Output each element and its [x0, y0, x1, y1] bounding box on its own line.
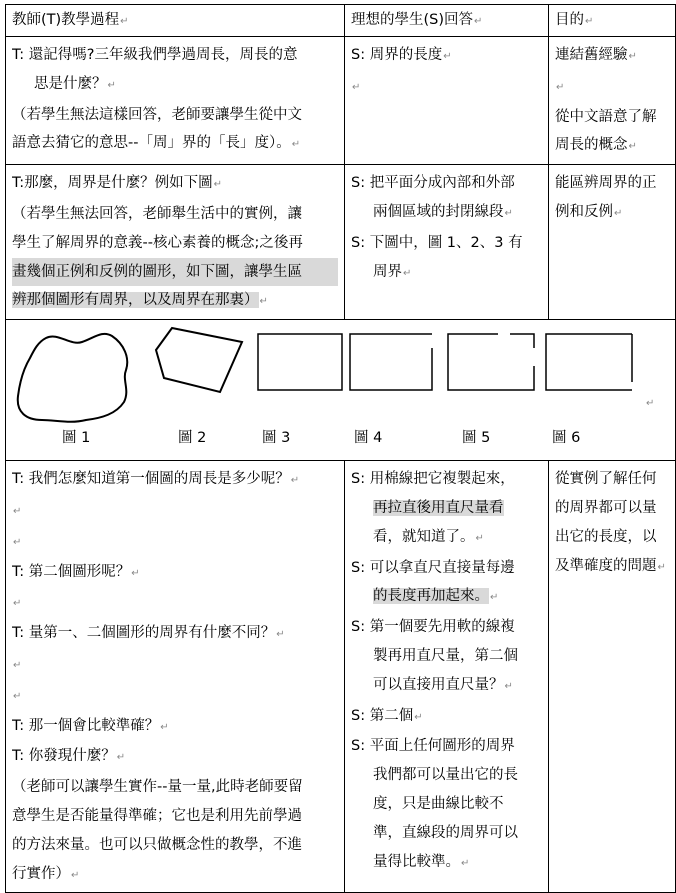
text-line: T: 量第一、二個圖形的周界有什麼不同？↵	[12, 625, 285, 642]
text-line: 語意去猜它的意思--「周」界的「長」度）。↵	[12, 135, 301, 152]
lesson-table	[5, 4, 676, 893]
text-line: 準，直線段的周界可以	[373, 824, 518, 841]
text-line: （若學生無法回答，老師舉生活中的實例，讓	[12, 205, 302, 222]
row3-teacher	[6, 461, 345, 893]
text-line: 行實作）↵	[12, 865, 80, 882]
figure-5-open-rectangle-right	[510, 334, 534, 348]
text-line: 再拉直後用直尺量看	[373, 499, 504, 516]
text-line: 思是什麼？↵	[34, 75, 116, 92]
row2-goal	[549, 165, 676, 320]
header-teacher: 教師(T)教學過程↵	[6, 5, 345, 37]
lesson-plan-document	[5, 4, 675, 882]
text-line: （老師可以讓學生實作--量一量,此時老師要留	[12, 779, 303, 796]
row3-student	[345, 461, 549, 893]
text-line: 畫幾個正例和反例的圖形，如下圖，讓學生區	[12, 258, 338, 287]
text-line: ↵	[13, 598, 22, 610]
figure-1-closed-curve	[18, 334, 127, 422]
row-2	[6, 165, 676, 320]
text-line: 周界↵	[373, 263, 412, 280]
text-line: 從實例了解任何	[555, 471, 657, 488]
figures-row	[6, 320, 676, 461]
row-3	[6, 461, 676, 893]
text-line: S: 周界的長度↵	[351, 47, 452, 63]
row1-teacher	[6, 37, 345, 165]
text-line: 連結舊經驗↵	[555, 47, 637, 63]
text-line: 辨那個圖形有周界，以及周界在那裏）↵	[12, 292, 268, 309]
text-line: 及準確度的問題↵	[555, 557, 666, 574]
text-line: ↵	[352, 81, 361, 93]
text-line: ↵	[13, 536, 22, 548]
text-line: （若學生無法這樣回答，老師要讓學生從中文	[12, 106, 302, 123]
text-line: 製再用直尺量，第二個	[373, 647, 518, 664]
text-line: 的方法來量。也可以只做概念性的教學，不進	[12, 836, 302, 853]
header-row	[6, 5, 676, 37]
header-student: 理想的學生(S)回答↵	[345, 5, 549, 37]
text-line: 從中文語意了解	[555, 108, 657, 125]
text-line: S: 第一個要先用軟的線複	[351, 619, 515, 636]
text-line: 的周界都可以量	[555, 499, 657, 516]
text-line: 例和反例↵	[555, 203, 623, 220]
figure-5-label: 圖 5	[462, 430, 491, 447]
text-line: 看，就知道了。↵	[373, 528, 484, 545]
row2-student	[345, 165, 549, 320]
figure-3-rectangle	[258, 334, 342, 390]
row1-student	[345, 37, 549, 165]
text-line: ↵	[13, 690, 22, 702]
figure-4-label: 圖 4	[354, 430, 383, 447]
figure-2-label: 圖 2	[178, 430, 207, 447]
text-line: S: 下圖中，圖 1、2、3 有	[351, 234, 523, 251]
text-line: ↵	[13, 659, 22, 671]
text-line: S: 把平面分成內部和外部	[351, 175, 515, 192]
text-line: ↵	[556, 81, 565, 93]
text-line: S: 第二個↵	[351, 707, 423, 724]
figure-1-label: 圖 1	[62, 430, 91, 447]
text-line: 兩個區域的封閉線段↵	[373, 203, 513, 220]
figure-5-open-rectangle-left	[448, 334, 534, 390]
header-goal: 目的↵	[549, 5, 676, 37]
text-line: S: 平面上任何圖形的周界	[351, 738, 515, 755]
text-line: T: 還記得嗎?三年級我們學過周長，周長的意	[12, 47, 298, 63]
figure-6-label: 圖 6	[552, 430, 581, 447]
figure-4-open-rectangle	[350, 334, 432, 390]
text-line: 的長度再加起來。↵	[373, 588, 499, 605]
text-line: 能區辨周界的正	[555, 175, 657, 192]
text-line: 可以直接用直尺量？↵	[373, 676, 513, 693]
text-line: 意學生是否能量得準確；它也是利用先前學過	[12, 807, 302, 824]
figures-cell	[6, 320, 676, 461]
figure-3-label: 圖 3	[262, 430, 291, 447]
text-line: 學生了解周界的意義--核心素養的概念;之後再	[12, 234, 303, 251]
text-line: T: 你發現什麼？↵	[12, 748, 126, 765]
text-line: 量得比較準。↵	[373, 853, 470, 870]
text-line: T: 我們怎麼知道第一個圖的周長是多少呢？↵	[12, 471, 300, 488]
text-line: T: 第二個圖形呢？↵	[12, 563, 140, 580]
figure-2-pentagon	[156, 328, 242, 392]
text-line: 度，只是曲線比較不	[373, 795, 504, 812]
text-line: T:那麼，周界是什麼？例如下圖↵	[12, 175, 223, 192]
row-1	[6, 37, 676, 165]
svg-text:↵: ↵	[646, 398, 655, 410]
text-line: 我們都可以量出它的長	[373, 767, 518, 784]
text-line: ↵	[13, 505, 22, 517]
text-line: T: 那一個會比較準確？↵	[12, 717, 169, 734]
row2-teacher	[6, 165, 345, 320]
text-line: S: 可以拿直尺直接量每邊	[351, 559, 515, 576]
row3-goal	[549, 461, 676, 893]
figure-6-open-rectangle	[546, 334, 632, 390]
text-line: 出它的長度，以	[555, 528, 657, 545]
text-line: 周長的概念↵	[555, 137, 637, 154]
text-line: S: 用棉線把它複製起來，	[351, 471, 515, 488]
figures-drawing	[6, 320, 674, 460]
row1-goal	[549, 37, 676, 165]
